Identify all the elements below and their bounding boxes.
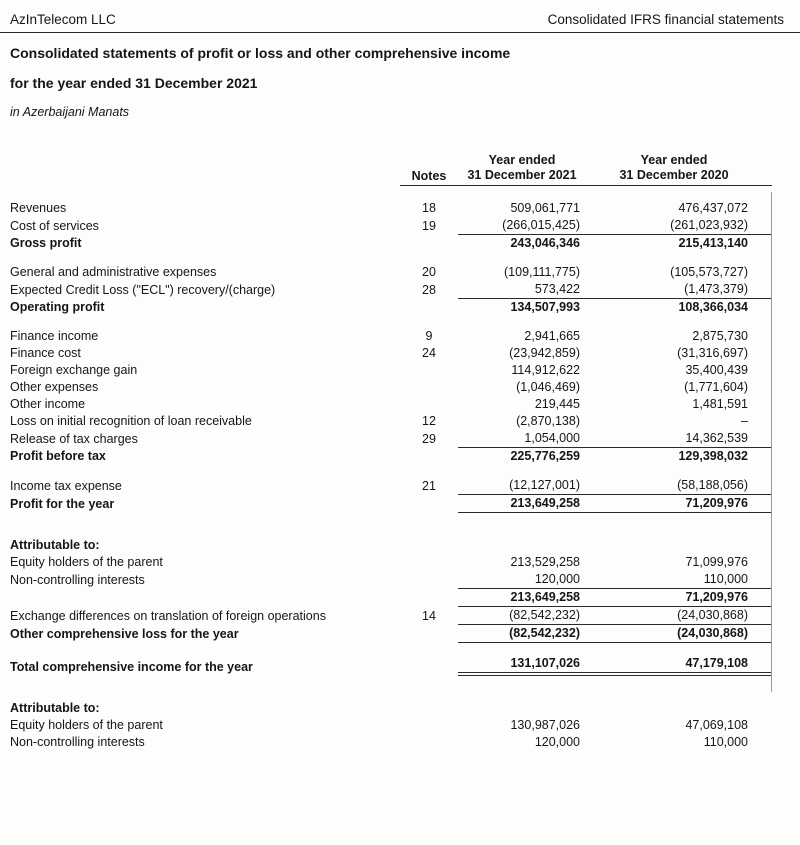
row-value-2020: (58,188,056) <box>586 477 772 495</box>
row-value-2021: 120,000 <box>534 735 580 749</box>
row-value-2021: (1,046,469) <box>516 380 580 394</box>
row-operating-profit <box>0 299 800 316</box>
table-header-columns <box>400 153 772 186</box>
row-note: 19 <box>422 219 436 233</box>
row-value-2020: 1,481,591 <box>692 397 748 411</box>
row-value-2020: 71,209,976 <box>586 495 772 513</box>
row-profit-attributable-total <box>0 589 800 607</box>
row-value-2021: 213,529,258 <box>510 555 580 569</box>
row-label: Non-controlling interests <box>10 735 145 749</box>
row-label: Release of tax charges <box>10 432 138 446</box>
row-foreign-exchange-gain <box>0 362 800 379</box>
row-note: 24 <box>422 346 436 360</box>
row-label: Gross profit <box>10 236 82 250</box>
row-note: 28 <box>422 283 436 297</box>
row-note: 14 <box>422 609 436 623</box>
scan-artifact-line <box>771 192 772 692</box>
section-heading: Attributable to: <box>10 701 100 715</box>
row-label: Finance income <box>10 329 99 343</box>
row-label: Profit before tax <box>10 449 106 463</box>
statement-title-line1: Consolidated statements of profit or loss and other comprehensive income <box>10 45 511 61</box>
notes-column-header: Notes <box>411 169 447 183</box>
row-value-2020: 35,400,439 <box>685 363 748 377</box>
statement-title-line2: for the year ended 31 December 2021 <box>10 75 258 91</box>
row-value-2020: 476,437,072 <box>678 201 748 215</box>
row-value-2020: (1,473,379) <box>586 281 772 299</box>
profit-loss-table <box>0 153 800 751</box>
row-gross-profit <box>0 235 800 252</box>
row-value-2021: 509,061,771 <box>510 201 580 215</box>
row-label: Loss on initial recognition of loan receivable <box>10 414 252 428</box>
row-non-controlling-1 <box>0 571 800 589</box>
row-value-2021: 120,000 <box>458 571 586 589</box>
row-note: 12 <box>422 414 436 428</box>
row-note: 18 <box>422 201 436 215</box>
row-label: Non-controlling interests <box>10 573 145 587</box>
row-value-2020: 47,179,108 <box>586 655 772 676</box>
row-value-2020: 129,398,032 <box>678 449 748 463</box>
row-label: Income tax expense <box>10 479 122 493</box>
row-value-2020: – <box>741 414 748 428</box>
row-label: Equity holders of the parent <box>10 555 163 569</box>
row-equity-holders-2 <box>0 717 800 734</box>
row-note: 29 <box>422 432 436 446</box>
row-label: Foreign exchange gain <box>10 363 138 377</box>
row-income-tax-expense <box>0 477 800 495</box>
row-general-admin-expenses <box>0 264 800 281</box>
row-value-2021: 225,776,259 <box>510 449 580 463</box>
company-name: AzInTelecom LLC <box>10 12 116 27</box>
row-value-2021: (23,942,859) <box>509 346 580 360</box>
row-label: Equity holders of the parent <box>10 718 163 732</box>
year-2020-column-header: Year ended 31 December 2020 <box>619 153 729 182</box>
statement-type-label: Consolidated IFRS financial statements <box>547 12 784 27</box>
row-loss-loan-receivable <box>0 413 800 430</box>
row-value-2021: 131,107,026 <box>458 655 586 676</box>
row-label: Other comprehensive loss for the year <box>10 627 239 641</box>
row-total-comprehensive-income <box>0 655 800 676</box>
row-ecl-recovery <box>0 281 800 299</box>
row-equity-holders-1 <box>0 554 800 571</box>
row-value-2020: 2,875,730 <box>692 329 748 343</box>
row-label: Expected Credit Loss ("ECL") recovery/(charge) <box>10 283 276 297</box>
row-note: 20 <box>422 265 436 279</box>
row-note: 9 <box>425 329 433 343</box>
row-value-2020: (24,030,868) <box>586 607 772 625</box>
row-value-2021: 130,987,026 <box>510 718 580 732</box>
row-label: Other expenses <box>10 380 99 394</box>
row-other-comprehensive-loss <box>0 625 800 643</box>
currency-note: in Azerbaijani Manats <box>10 105 130 119</box>
row-value-2021: (109,111,775) <box>504 265 580 279</box>
title-block <box>0 33 800 119</box>
row-other-income <box>0 396 800 413</box>
row-label: Other income <box>10 397 86 411</box>
row-value-2021: 1,054,000 <box>458 430 586 448</box>
document-header <box>0 0 800 33</box>
row-value-2020: (261,023,932) <box>586 217 772 235</box>
row-value-2020: 47,069,108 <box>685 718 748 732</box>
row-value-2020: (31,316,697) <box>677 346 748 360</box>
row-attributable-to-heading-2 <box>0 700 800 717</box>
row-value-2020: (105,573,727) <box>670 265 748 279</box>
row-profit-before-tax <box>0 448 800 465</box>
row-value-2021: (266,015,425) <box>458 217 586 235</box>
row-label: Total comprehensive income for the year <box>10 660 253 674</box>
row-value-2021: 134,507,993 <box>510 300 580 314</box>
row-label: Finance cost <box>10 346 81 360</box>
row-release-of-tax-charges <box>0 430 800 448</box>
row-exchange-differences <box>0 607 800 625</box>
row-cost-of-services <box>0 217 800 235</box>
row-value-2020: 108,366,034 <box>678 300 748 314</box>
row-profit-for-the-year <box>0 495 800 513</box>
row-finance-income <box>0 328 800 345</box>
row-value-2020: (24,030,868) <box>586 625 772 643</box>
row-attributable-to-heading-1 <box>0 537 800 554</box>
row-value-2020: (1,771,604) <box>684 380 748 394</box>
row-finance-cost <box>0 345 800 362</box>
row-value-2021: 573,422 <box>458 281 586 299</box>
row-value-2020: 14,362,539 <box>586 430 772 448</box>
row-value-2021: 2,941,665 <box>524 329 580 343</box>
row-value-2021: (82,542,232) <box>458 607 586 625</box>
row-label: Profit for the year <box>10 497 115 511</box>
row-value-2021: (12,127,001) <box>458 477 586 495</box>
row-value-2021: 213,649,258 <box>458 495 586 513</box>
section-heading: Attributable to: <box>10 538 100 552</box>
row-label: Revenues <box>10 201 67 215</box>
row-value-2021: (82,542,232) <box>458 625 586 643</box>
row-non-controlling-2 <box>0 734 800 751</box>
row-value-2020: 215,413,140 <box>678 236 748 250</box>
row-value-2021: 114,912,622 <box>511 363 580 377</box>
row-other-expenses <box>0 379 800 396</box>
row-label: General and administrative expenses <box>10 265 217 279</box>
row-value-2021: 213,649,258 <box>458 589 586 607</box>
row-value-2020: 110,000 <box>586 571 772 589</box>
row-value-2021: 243,046,346 <box>510 236 580 250</box>
row-value-2021: (2,870,138) <box>516 414 580 428</box>
row-revenues <box>0 200 800 217</box>
row-note: 21 <box>422 479 436 493</box>
row-label: Cost of services <box>10 219 99 233</box>
row-value-2020: 110,000 <box>703 735 748 749</box>
row-label: Operating profit <box>10 300 105 314</box>
table-header-row <box>0 153 800 186</box>
row-value-2021: 219,445 <box>534 397 580 411</box>
year-2021-column-header: Year ended 31 December 2021 <box>467 153 577 182</box>
row-value-2020: 71,099,976 <box>685 555 748 569</box>
row-value-2020: 71,209,976 <box>586 589 772 607</box>
row-label: Exchange differences on translation of foreign operations <box>10 609 326 623</box>
